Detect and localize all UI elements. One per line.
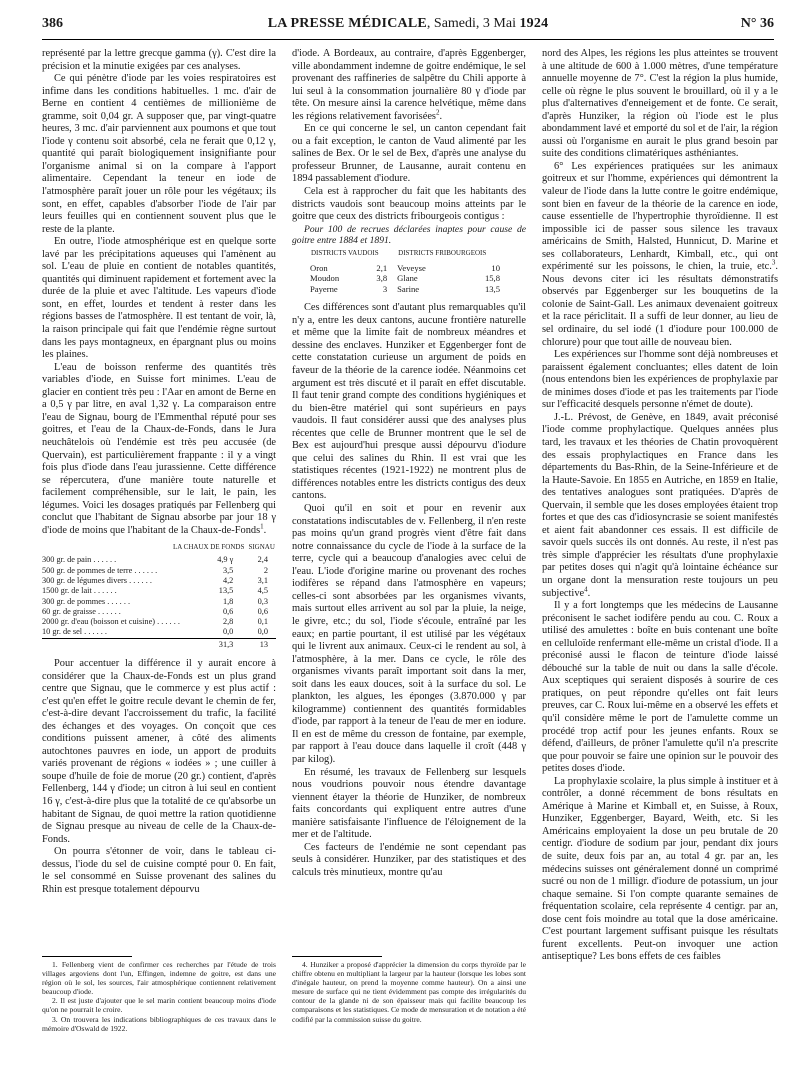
table-cell: Oron: [310, 263, 328, 274]
paragraph: En outre, l'iode atmosphérique est en quelque sorte lavé par les précipitations aqueuses qui l'amènent au sol. L'eau de pluie en contient de notables quantités, quantités qui diminuent rapidement et fortement avec la durée de la pluie et avec l'altitude. Les vapeurs d'iode sont, en effet, lourdes et tendent à rester dans les régions basses de l'atmosphère. Il est tentant de voir, là, la raison principale qui fait que l'endémie règne surtout dans les pays montagneux, en épargnant plus ou moins les plaines.: [42, 236, 276, 361]
column-header: SIGNAU: [248, 543, 275, 552]
paragraph: En résumé, les travaux de Fellenberg sur lesquels nous voudrions pouvoir nous étendre davantage viennent étayer la théorie de Hunziker, de nombreux faits concordants qui expliquent entre autres d'une manière satisfaisante l'influence de l'éloignement de la mer et de l'altitude.: [292, 766, 526, 841]
column-header: DISTRICTS FRIBOURGEOIS: [398, 248, 487, 257]
table-row: [310, 284, 510, 294]
table-cell: Moudon: [310, 273, 340, 284]
paragraph-text: . Nous devons citer ici les résultats démonstratifs observés par Eggenberger sur les bouquetins de la colonie de Saint-Gall. Les animaux devenaient goitreux et la race périclitait. Il a suffi de leur donner, au lieu de sel ordinaire, du sel iodé (1 d'iodure pour 100.000 de chlorure) pour que tout aille de nouveau bien.: [542, 261, 778, 348]
paragraph: nord des Alpes, les régions les plus atteintes se trouvent à une altitude de 600 à 1.000 mètres, d'une température annuelle moyenne de 7°. C'est la région la plus humide, celle où règne le plus souvent le brouillard, où il y a le plus d'alternatives d'enneigement et de fonte. Ce serait, d'après Hunziker, la région où l'iode est le plus abondamment lavé et emporté du sol et de l'air, la région aussi où l'organisme en aurait le plus grand besoin par suite des conditions climatériques asthéniantes.: [542, 48, 778, 160]
iodine-dosage-table: [42, 543, 276, 650]
table-cell-label: 10 gr. de sel . . . . . .: [42, 627, 107, 637]
footnote-rule: [42, 956, 132, 957]
table-row: [42, 576, 276, 586]
table-cell: 13,5: [484, 283, 500, 294]
paragraph-text: d'iode. A Bordeaux, au contraire, d'après Eggenberger, ville abondamment indemne de goitre endémique, le sel provenant des raffineries de salpêtre du Chili apporte à lui seul à la consommation journalière 80 γ d'iode par tête. On mesure ainsi la carence helvétique, même dans les régions relativement favorisées: [292, 48, 526, 122]
table-cell: 1,8: [222, 596, 234, 606]
table-cell: 2,8: [222, 617, 234, 627]
paragraph: Cela est à rapprocher du fait que les habitants des districts vaudois sont beaucoup moins atteints par le goitre que ceux des districts fribourgeois contigus :: [292, 186, 526, 223]
table-row: [310, 273, 510, 283]
table-total-row: [42, 638, 276, 650]
paragraph: Les expériences sur l'homme sont déjà nombreuses et paraissent également concluantes; elles datent de loin (nous entendons bien les expériences de prophylaxie par de minimes doses d'iode et pas les traitements par l'iode sur l'efficacité desquels personne n'émet de doute).: [542, 349, 778, 411]
table-row: [42, 566, 276, 576]
paragraph: En ce qui concerne le sel, un canton cependant fait ou a fait exception, le canton de Vaud alimenté par les salines de Bex. Or le sel de Bex, d'après une analyse du professeur Brunner, de Lausanne, aurait contenu en 1894 passablement d'iodure.: [292, 123, 526, 185]
table-cell: 0,0: [257, 627, 268, 637]
running-header: [42, 16, 774, 34]
table-cell-label: 2000 gr. d'eau (boisson et cuisine) . . . . . .: [42, 617, 180, 627]
paragraph-text: L'eau de boisson renferme des quantités très variables d'iode, en Suisse fort minimes. L'eau de glacier en contient très peu : l'Aar en amont de Berne en a 0,5 γ par litre, en aval 1,32 γ. La comparaison entre l'eau de Signau, bourg de l'Emmenthal réputé pour ses goitres, et l'eau de la Chaux-de-Fonds, dans le Jura neuchâtelois où l'endémie est très peu accusée (de Quervain), est particulièrement frappante : il y a vingt fois plus d'iode dans l'eau jurassienne. Cette différence se répercutera, d'une manière toute naturelle et facilement compréhensible, sur le lait, le pain, les légumes. Voici les dosages pratiqués par Fellenberg qui conclut que l'habitant de Signau absorbe par jour 18 γ d'iode de moins que l'habitant de la Chaux-de-Fonds: [42, 361, 276, 536]
footnote: 1. Fellenberg vient de confirmer ces recherches par l'étude de trois villages argoviens dont l'un, Effingen, indemne de goitre, est dans une région où le sol, les sources, l'air atmosphérique contiennent relativement beaucoup d'iode.: [42, 960, 276, 997]
table-row: [42, 627, 276, 638]
paragraph-text: 6° Les expériences pratiquées sur les animaux goitreux et sur l'homme, expériences qui démontrent la valeur de l'iode dans la lutte contre le goitre endémique, sont bien en faveur de la théorie de la carence en iode, cause essentielle de l'hypertrophie thyroïdienne. Il est impossible ici de passer sous silence les travaux américains de Smith, Halsted, Hunnicut, D. Marine et ses collaborateurs, Lenhardt, Kimball, etc., qui ont expérimenté sur les poissons, le chien, la truie, etc.: [542, 160, 778, 273]
footnote-rule: [292, 956, 382, 957]
table-cell: 2: [263, 565, 268, 575]
date-prefix: , Samedi,: [426, 16, 483, 31]
column-header: LA CHAUX DE FONDS: [172, 543, 245, 552]
date-month: Mai: [489, 16, 520, 31]
paragraph: Ce qui pénètre d'iode par les voies respiratoires est infime dans les conditions habituelles. 1 mc. d'air de Berne en contient 4 centièmes de millionième de gramme, soit 0,04 gr. A supposer que, par vingt-quatre heures, 3 mc. d'air parviennent aux poumons et que tout l'iode γ contenu soit absorbé, cela ne ferait que 0,12 γ, quantité qui paraît biologiquement insignifiante pour l'organisme animal si on la compare à l'apport alimentaire. Cependant la teneur en iode de l'atmosphère paraît jouer un rôle pour les végétaux; ils sont, en effet, capables d'absorber l'iode de l'air par leurs feuilles qui en contiennent souvent plus que le reste de la plante.: [42, 73, 276, 235]
table-cell: 13: [247, 638, 276, 650]
footnote-ref: 4: [584, 585, 588, 594]
table-cell-label: 300 gr. de légumes divers . . . . . .: [42, 575, 152, 585]
column-1: [42, 48, 276, 896]
paragraph: Pour accentuer la différence il y aurait encore à considérer que la Chaux-de-Fonds est un plus grand centre que Signau, que le commerce y est plus actif : c'est qu'en effet le goitre recule devant le chemin de fer, c'est-à-dire devant l'accroissement du trafic, la facilité des échanges et des voyages. On conçoit que ces conditions puissent amener, à côté des aliments autochtones pauvres en iode, un apport de produits variés provenant de régions « iodées » ; une cuiller à soupe d'huile de foie de morue (20 gr.) contient, d'après Fellenberg, 144 γ d'iode; un citron à lui seul en contient 16 γ, c'est-à-dire plus que la totalité de ce qu'absorbe un habitant de Signau, de quoi mettre la ration quotidienne de Signau presque au niveau de celle de la Chaux-de-Fonds.: [42, 658, 276, 845]
paragraph: Ces différences sont d'autant plus remarquables qu'il n'y a, entre les deux cantons, aucune frontière naturelle et même que la limite fait de nombreux méandres et dessine des enclaves. Hunziker et Eggenberger font de cette constatation curieuse un argument de poids en faveur de la théorie de la carence iodée. Néanmoins cet argument est très discuté et il paraît en effet discutable. Il faut tenir grand compte des conditions hygiéniques et du bien-être matériel qui sont supérieurs en pays vaudois. Il faut considérer aussi que des analyses plus récentes que celle de Brunner montrent que le sel de Bex est aujourd'hui presque aussi dépourvu d'iodure que celui des salines du Rhin. Il est vrai que les statistiques récentes (1921-1922) ne montrent plus de différences notables entre les districts contigus des deux cantons.: [292, 302, 526, 502]
paragraph: Il y a fort longtemps que les médecins de Lausanne préconisent le sachet iodifère pendu au cou. C. Roux a utilisé des amulettes : boîte en buis contenant une boîte en celluloïde renfermant elle-même un cristal d'iode. Il a préconisé aussi le flacon de teinture d'iode laissé débouché sur la table de nuit ou dans la salle d'école. Aux sceptiques qui seraient disposés à sourire de ces pratiques, on peut répondre qu'elles ont fait leurs preuves, car C. Roux lui-même en a observé les effets et qu'il considère même le port de l'amulette comme un procédé trop actif pour les jeunes enfants. Roux se défend, d'ailleurs, de prôner l'amulette qu'il n'a prescrite que pour pouvoir se faire une opinion sur le pouvoir des petites doses d'iode.: [542, 600, 778, 775]
table-cell: Veveyse: [397, 263, 426, 274]
footnote-ref: 1: [260, 522, 264, 531]
date-day: 3: [482, 16, 490, 31]
footnote-ref: 3: [771, 258, 776, 267]
table-cell: Sarine: [397, 283, 420, 294]
table-cell: 3,8: [376, 273, 388, 284]
paragraph: Quoi qu'il en soit et pour en revenir aux constatations indiscutables de v. Fellenberg, il n'en reste pas moins qu'un grand progrès vient d'être fait dans notre connaissance du cycle de l'iode à la surface de la terre, cycle qui a beaucoup d'analogies avec celui de l'eau. L'iode d'origine marine ou provenant des roches iodifères se répand dans l'atmosphère en vapeurs; celles-ci sont absorbées par les organismes vivants, mais surtout elles arrivent au sol par la pluie, la neige, le givre, etc.; du sol, l'iode s'écoule, entraîné par les eaux; en partie pourtant, il est utilisé par les végétaux qui le livrent aux animaux. Ceux-ci le rendent au sol, à l'atmosphère, à la mer. Dans ce cycle, le rôle des organismes vivants paraît important soit dans la mer, soit dans les eaux douces, soit à la surface du sol. Le plankton, les algues, les éponges (3.870.000 γ par kilogramme) contiennent des quantités formidables d'iode, par rapport à la teneur de l'eau de mer en iodure. Il en est de même du cresson de fontaine, par exemple, par rapport à l'eau douce dans laquelle il croît (448 γ par kilog).: [292, 503, 526, 765]
table-cell: 2,4: [257, 555, 268, 565]
table-cell: 0,1: [257, 617, 268, 627]
paragraph: L'eau de boisson renferme des quantités très variables d'iode, en Suisse fort minimes. L'eau de glacier en contient très peu : l'Aar en amont de Berne en a 0,5 γ par litre, en aval 1,32 γ. La comparaison entre l'eau de Signau, bourg de l'Emmenthal réputé pour ses goitres, et l'eau de la Chaux-de-Fonds, dans le Jura neuchâtelois où l'endémie est très peu accusée (de Quervain), est particulièrement frappante : il y a vingt fois plus d'iode dans l'eau jurassienne. Cette différence se répercutera, d'une manière toute naturelle et facilement compréhensible, sur le lait, le pain, les légumes. Voici les dosages pratiqués par Fellenberg qui conclut que l'habitant de Signau absorbe par jour 18 γ d'iode de moins que l'habitant de la Chaux-de-Fonds$^1$.: [42, 361, 276, 536]
footnote: 2. Il est juste d'ajouter que le sel marin contient beaucoup moins d'iode qu'on ne pourrait le croire.: [42, 996, 276, 1015]
table-cell: 2,1: [376, 263, 388, 274]
paragraph: [542, 161, 778, 349]
table-cell: 0,0: [222, 627, 234, 637]
table-cell: 0,3: [257, 596, 268, 606]
table-cell-label: 300 gr. de pommes . . . . . .: [42, 596, 131, 606]
table-row: [42, 607, 276, 617]
table-row: [310, 263, 510, 273]
paragraph: On pourra s'étonner de voir, dans le tableau ci-dessus, l'iode du sel de cuisine compté pour 0. En fait, le sel consommé en Suisse provenant des salines du Rhin est presque totalement dépourvu: [42, 846, 276, 895]
table-cell: Glane: [397, 273, 418, 284]
paragraph: Ces facteurs de l'endémie ne sont cependant pas seuls à considérer. Hunziker, par des statistiques et des calculs très minutieux, montre qu'au: [292, 841, 526, 878]
table-cell: 0,6: [257, 606, 268, 616]
table-cell: 4,5: [257, 586, 268, 596]
column-header: DISTRICTS VAUDOIS: [311, 248, 379, 257]
table-cell: 3,5: [222, 565, 234, 575]
footnotes-col-2: [292, 960, 526, 1024]
table-cell: 15,8: [484, 273, 500, 284]
table-row: [42, 586, 276, 596]
paragraph-text: J.-L. Prévost, de Genève, en 1849, avait préconisé l'iode comme prophylactique. Quelques années plus tard, les travaux et les théories de Chatin provoquèrent des essais prophylactiques en France dans les départements du Bas-Rhin, de la Seine-Inférieure et de la Haute-Savoie. En 1855 en Autriche, en 1859 en Italie, des tentatives analogues sont pratiquées. D'après de Quervain, il semble que les doses employées étaient trop fortes et que des cas d'idiosyncrasie se soient manifestés et aient fait abandonner ces essais. Il est difficile de savoir quels succès ils ont donnés. Au reste, il n'est pas très simple d'apprécier les résultats d'une prophylaxie par petites doses qui n'agit qu'à lointaine échéance sur un organe dont la mensuration reste toujours un peu subjective: [542, 411, 778, 599]
paragraph: représenté par la lettre grecque gamma (γ). C'est dire la précision et la minutie exigées par ces analyses.: [42, 48, 276, 72]
table-row: [42, 555, 276, 565]
column-2: [292, 48, 526, 879]
date-year: 1924: [519, 16, 549, 31]
table-cell-label: 1500 gr. de lait . . . . . .: [42, 586, 117, 596]
table-cell: 3: [382, 283, 388, 294]
footnote: 4. Hunziker a proposé d'apprécier la dimension du corps thyroïde par le chiffre obtenu en multipliant la largeur par la hauteur (lorsque les lobes sont d'inégale hauteur, on prend la moyenne comme hauteur). On a ainsi une mesure de surface qui ne tient évidemment pas compte des irrégularités du contour de la glande ni de son épaisseur mais qui facilite beaucoup les comparaisons et les statistiques. Ce mode de mensuration et de notation a été codifié par la commission suisse du goitre.: [292, 960, 526, 1024]
table-cell: 3,1: [257, 575, 268, 585]
recruits-table: [310, 247, 510, 295]
paragraph: La prophylaxie scolaire, la plus simple à instituer et à contrôler, a donné récemment de bons résultats en Amérique à Marine et Kimball et, en Suisse, à Roux, Hunziker, Eggenberger, Bayard, Weith, etc. Si les Américains employaient la dose un peu brutale de 20 centigr. d'iodure de sodium par jour, pendant dix jours de suite, deux fois par an, au total 4 gr. par an, les médecins suisses ont généralement donné un comprimé sucré ou non de 1 milligr. d'iodure de potassium, un jour chaque semaine. Si l'on compte quarante semaines de fréquentation scolaire, cela représente 4 centigr. par an, dose cent fois moindre au total que la dose américaine. C'est pourtant largement suffisant puisque les résultats furent excellents. Peut-on invoquer une action antiseptique? Les bons effets de ces faibles: [542, 775, 778, 963]
paragraph: J.-L. Prévost, de Genève, en 1849, avait préconisé l'iode comme prophylactique. Quelques années plus tard, les travaux et les théories de Chatin provoquèrent des essais prophylactiques en France dans les départements du Bas-Rhin, de la Seine-Inférieure et de la Haute-Savoie. En 1855 en Autriche, en 1859 en Italie, des tentatives analogues sont pratiquées. D'après de Quervain, il semble que les doses employées étaient trop fortes et que des cas d'idiosyncrasie se soient manifestés et aient fait abandonner ces essais. Il est difficile de savoir quels succès ils ont donnés. Au reste, il n'est pas très simple d'apprécier les résultats d'une prophylaxie par petites doses qui n'agit qu'à lointaine échéance sur un organe dont la mensuration reste toujours un peu subjective$^4$.: [542, 411, 778, 599]
paragraph: d'iode. A Bordeaux, au contraire, d'après Eggenberger, ville abondamment indemne de goitre endémique, le sel provenant des raffineries de salpêtre du Chili apporte à lui seul à la consommation journalière 80 γ d'iode par tête. On mesure ainsi la carence helvétique, même dans les régions relativement favorisées$^2$.: [292, 48, 526, 122]
table-caption: Pour 100 de recrues déclarées inaptes pour cause de goitre entre 1884 et 1891.: [292, 223, 526, 247]
table-row: [42, 597, 276, 607]
footnote: 3. On trouvera les indications bibliographiques de ces travaux dans le mémoire d'Oswald de 1922.: [42, 1014, 276, 1033]
footnote-ref: 2: [435, 108, 440, 117]
column-3: [542, 48, 778, 964]
journal-name: LA PRESSE MÉDICALE: [267, 16, 427, 31]
table-row: [42, 617, 276, 627]
table-cell: 13,5: [218, 586, 234, 596]
issue-number: N° 36: [740, 16, 774, 31]
table-cell-label: 300 gr. de pain . . . . . .: [42, 555, 117, 565]
table-cell: 0,6: [222, 606, 234, 616]
table-cell: 31,3: [170, 638, 247, 650]
table-cell-label: 60 gr. de graisse . . . . . .: [42, 606, 121, 616]
journal-title-line: [42, 16, 774, 32]
table-cell: 4,2: [222, 575, 234, 585]
table-cell-label: 500 gr. de pommes de terre . . . . . .: [42, 565, 158, 575]
header-rule: [42, 39, 774, 40]
footnotes-col-1: [42, 960, 276, 1033]
table-cell: Payerne: [310, 283, 338, 294]
page-number: 386: [42, 16, 63, 31]
table-cell: 4,9 γ: [217, 555, 234, 565]
table-cell: 10: [491, 263, 500, 274]
